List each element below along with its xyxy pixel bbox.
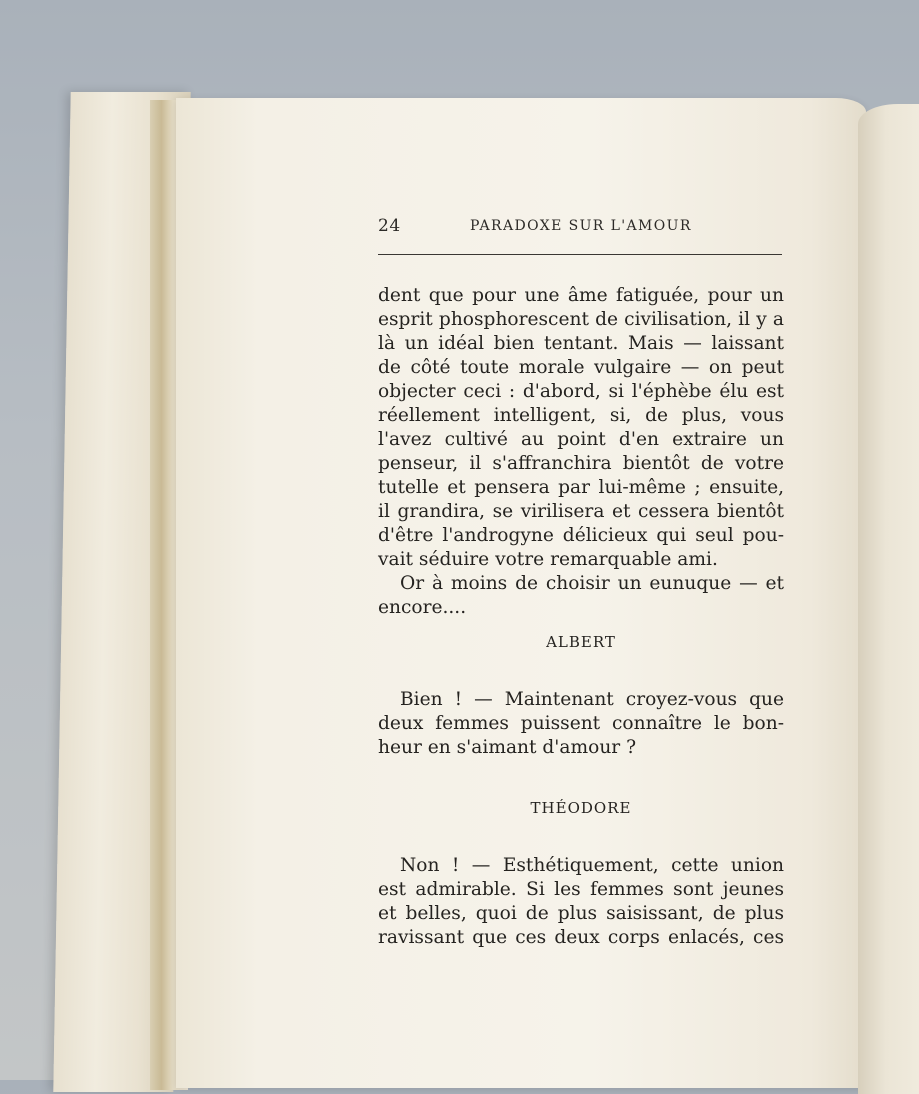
text-line: vait séduire votre remarquable ami. bbox=[378, 549, 718, 570]
text-line: objecter ceci : d'abord, si l'éphèbe élu est bbox=[378, 381, 784, 402]
header-rule bbox=[378, 254, 782, 255]
text-line: tutelle et pensera par lui-même ; ensuite, bbox=[378, 477, 784, 498]
text-line: est admirable. Si les femmes sont jeunes bbox=[378, 879, 784, 900]
text-line: Bien ! — Maintenant croyez-vous que bbox=[400, 689, 784, 710]
page-text bbox=[378, 284, 784, 950]
speaker-name: THÉODORE bbox=[530, 799, 632, 817]
text-line: dent que pour une âme fatiguée, pour un bbox=[378, 285, 784, 306]
text-line: d'être l'androgyne délicieux qui seul pou- bbox=[378, 525, 784, 546]
text-line: Or à moins de choisir un eunuque — et bbox=[400, 573, 784, 594]
text-line: ravissant que ces deux corps enlacés, ces bbox=[378, 927, 784, 948]
text-line: et belles, quoi de plus saisissant, de plus bbox=[378, 903, 784, 924]
text-line: heur en s'aimant d'amour ? bbox=[378, 737, 637, 758]
text-line: l'avez cultivé au point d'en extraire un bbox=[378, 429, 784, 450]
speaker-name: ALBERT bbox=[546, 633, 616, 651]
book-right-page-edge bbox=[858, 104, 919, 1094]
text-line: esprit phosphorescent de civilisation, il y a bbox=[378, 309, 784, 330]
running-head: PARADOXE SUR L'AMOUR bbox=[470, 218, 692, 234]
page-number: 24 bbox=[378, 216, 401, 236]
text-line: réellement intelligent, si, de plus, vous bbox=[378, 405, 784, 426]
text-line: il grandira, se virilisera et cessera bientôt bbox=[378, 501, 784, 522]
text-line: deux femmes puissent connaître le bon- bbox=[378, 713, 784, 734]
text-line: Non ! — Esthétiquement, cette union bbox=[400, 855, 784, 876]
page-header bbox=[378, 212, 782, 258]
text-line: penseur, il s'affranchira bientôt de votre bbox=[378, 453, 784, 474]
text-line: encore.... bbox=[378, 597, 467, 618]
text-line: de côté toute morale vulgaire — on peut bbox=[378, 357, 784, 378]
text-line: là un idéal bien tentant. Mais — laissant bbox=[378, 333, 784, 354]
